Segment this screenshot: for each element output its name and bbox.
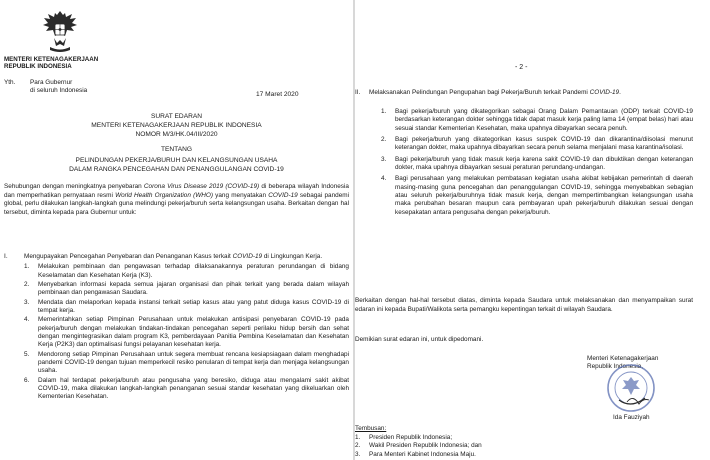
list-item: 1. Melakukan pembinaan dan pengawasan terhadap dilaksanakannya peraturan perundangan di bidang Keselamatan dan Kesehatan Kerja (K3). (24, 263, 349, 279)
section-item (4, 253, 349, 402)
signer-title-2: Republik Indonesia, (587, 363, 644, 371)
signer-title-1: Menteri Ketenagakerjaan (587, 355, 659, 362)
section-heading: Mengupayakan Pencegahan Penyebaran dan Penanganan Kasus terkait COVID-19 di Lingkungan Kerja. (24, 253, 323, 260)
list-item: 5. Mendorong setiap Pimpinan Perusahaan untuk segera membuat rencana kesiapsiagaan dalam menghadapi pandemi COVID-19 dengan tujuan memperkecil resiko penularan di tempat kerja dan menjaga kelangsungan usaha. (24, 350, 349, 375)
list-item: 1. Bagi pekerja/buruh yang dikategorikan sebagai Orang Dalam Pemantauan (ODP) terkait COVID-19 berdasarkan keterangan dokter sehingga tidak dapat masuk kerja paling lama 14 (empat belas) hari atau sesuai standar Kementerian Kesehatan, maka upahnya dibayarkan secara penuh. (381, 108, 693, 132)
addressee-line-2: di seluruh Indonesia (30, 87, 88, 94)
title-tentang: TENTANG (160, 146, 192, 153)
title-surat-edaran: SURAT EDARAN (150, 113, 203, 120)
closing-remark: Demikian surat edaran ini, untuk dipedomani. (355, 336, 484, 343)
letter-page-1 (0, 0, 353, 460)
list-item: 4. Memerintahkan setiap Pimpinan Perusahaan untuk melakukan antisipasi penyebaran COVID-19 pada pekerja/buruh dengan melakukan tindakan-tindakan pencegahan seperti perilaku hidup bersih dan sehat dengan mengintegrasikan dalam program K3, pemberdayaan Panitia Pembina Keselamatan dan Kesehatan Kerja (P2K3) dan optimalisasi fungsi pelayanan kesehatan kerja. (24, 316, 349, 349)
list-item: 4. Bagi perusahaan yang melakukan pembatasan kegiatan usaha akibat kebijakan pemerintah di daerah masing-masing guna pencegahan dan penanggulangan COVID-19, sehingga menyebabkan sebagian atau seluruh pekerja/buruhnya tidak masuk kerja, dengan mempertimbangkan kelangsungan usaha maka perubahan besaran maupun cara pembayaran upah pekerja/buruh dilakukan sesuai dengan kesepakatan antara pengusaha dengan pekerja/buruh. (381, 175, 693, 216)
ministry-line-2: REPUBLIK INDONESIA (4, 63, 72, 71)
title-number: NOMOR M/3/HK.04/III/2020 (135, 131, 218, 138)
section-2-heading: II. Melaksanakan Pelindungan Pengupahan bagi Pekerja/Buruh terkait Pandemi COVID-19. (355, 89, 621, 96)
carbon-copy-block (355, 425, 655, 460)
list-item: 3. Bagi pekerja/buruh yang tidak masuk kerja karena sakit COVID-19 dan dibuktikan dengan keterangan dokter, maka upahnya dibayarkan sesuai peraturan perundang-undangan. (381, 155, 693, 171)
addressee-label: Yth. (4, 79, 16, 86)
title-subject-1: PELINDUNGAN PEKERJA/BURUH DAN KELANGSUNGAN USAHA (75, 157, 278, 164)
title-subject-2: DALAM RANGKA PENCEGAHAN DAN PENANGGULANGAN COVID-19 (69, 166, 284, 173)
list-item: 6. Dalam hal terdapat pekerja/buruh atau pengusaha yang beresiko, diduga atau mengalami sakit akibat COVID-19, maka dilakukan langkah-langkah penanganan sesuai standar kesehatan yang dikeluarkan oleh Kementerian Kesehatan. (24, 376, 349, 401)
signer-name: Ida Fauziyah (613, 414, 650, 421)
list-item: 2. Wakil Presiden Republik Indonesia; dan (355, 442, 482, 450)
section-2-items (381, 108, 693, 220)
list-item: 3. Para Menteri Kabinet Indonesia Maju. (355, 450, 476, 458)
list-item: 2. Bagi pekerja/buruh yang dikategorikan kasus suspek COVID-19 dan dikarantina/diisolasi menurut keterangan dokter, maka upahnya dibayarkan secara penuh selama menjalani masa karantina/isolasi. (381, 135, 693, 152)
cc-list (355, 434, 655, 460)
list-item: 2. Menyebarkan informasi kepada semua jajaran organisasi dan pihak terkait yang berada dalam wilayah pembinaan dan pengawasan Saudara. (24, 280, 349, 297)
section-number: II. (355, 89, 361, 96)
letter-date: 17 Maret 2020 (256, 91, 299, 98)
ministry-letterhead (4, 56, 98, 70)
letter-page-2 (355, 0, 710, 460)
official-stamp-icon (605, 362, 657, 414)
ministry-line-1: MENTERI KETENAGAKERJAAN (4, 56, 99, 63)
list-item: 3. Mendata dan melaporkan kepada instansi terkait setiap kasus atau yang patut diduga kasus COVID-19 di tempat kerja. (24, 298, 349, 314)
cc-label: Tembusan: (355, 425, 387, 432)
intro-paragraph: Sehubungan dengan meningkatnya penyebaran Corona Virus Disease 2019 (COVID-19) di beberapa wilayah Indonesia dan memperhatikan pernyataan resmi World Health Organization (WHO) yang menyatakan COVID-19 sebagai pandemi global, perlu dilakukan langkah-langkah guna melindungi pekerja/buruh serta kelangsungan usaha. Berkaitan dengan hal tersebut, diminta kepada para Gubernur untuk: (4, 183, 349, 216)
section-list (4, 253, 349, 403)
section-number: I. (4, 253, 8, 260)
page-number: - 2 - (515, 64, 528, 71)
addressee-line-1: Para Gubernur (30, 79, 73, 86)
garuda-emblem-icon (42, 8, 78, 54)
title-issuer: MENTERI KETENAGAKERJAAN REPUBLIK INDONESIA (91, 122, 262, 129)
closing-paragraph: Berkaitan dengan hal-hal tersebut diatas, diminta kepada Saudara untuk melaksanakan dan menyampaikan surat edaran ini kepada Bupati/Walikota serta pemangku kepentingan terkait di wilayah Saudara. (355, 297, 693, 313)
section-1-items (24, 263, 349, 401)
list-item: 1. Presiden Republik Indonesia; (355, 433, 453, 441)
